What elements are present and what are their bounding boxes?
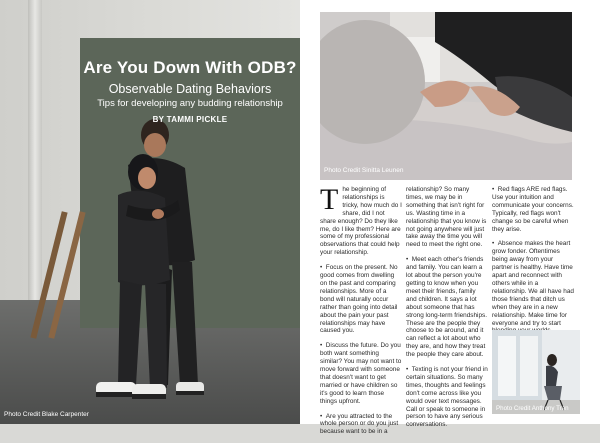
- tip-present-text: Focus on the present. No good comes from dwelling on the past and comparing relationships. More of a bond will naturally occur rather than going into detail about the pain your past relationships may have caused you.: [320, 264, 398, 335]
- article-subtitle: Observable Dating Behaviors: [108, 82, 272, 96]
- tip-future-text: Discuss the future. Do you both want something similar? You may not want to move forward with someone that doesn't want to get married or have children so it's good to learn those things upfront.: [320, 342, 402, 405]
- tip-texting: • Texting is not your friend in certain situations. So many times, thoughts and feelings don't come across like you would over text messages. Call or speak to someone in person to have any serious conversations.: [406, 366, 488, 429]
- intro-paragraph: [320, 183, 402, 257]
- photo-credit-top: Photo Credit Sinitta Leunen: [324, 167, 404, 174]
- woman-by-window-illustration: [492, 330, 580, 414]
- tip-attracted-continued: relationship? So many times, we may be in something that isn't right for us. Wasting time in a relationship that you know is not going anywhere will just take away the time you will need to meet the right one.: [406, 186, 487, 249]
- intro-text: he beginning of relationships is tricky, how much do I share, did I not share enough? Do they like me, do I like them? Here are some of my professional observations that could help your relationship.: [320, 186, 402, 257]
- tip-attracted-text: Are you attracted to the whole person or do you just because want to be in a: [320, 412, 399, 436]
- tip-friends: • Meet each other's friends and family. You can learn a lot about the person you're getting to know when you meet their friends, family and children. It says a lot about someone that has strong long-term friendships. These are the people they choose to be around, and it can reflect a lot about who they are, and how they treat the people they care about.: [406, 256, 487, 359]
- photo-credit-bottom: Photo Credit Anthony Tran: [496, 405, 569, 412]
- tip-friends-text: Meet each other's friends and family. You can learn a lot about the person you're getting to know when you meet their friends, family and children. It says a lot about someone that has strong long-term friendships. These are the people they choose to be around, and it can reflect a lot about who they are, and how they treat the people they care about.: [406, 256, 487, 359]
- tip-texting-text: Texting is not your friend in certain situations. So many times, thoughts and feelings don't come across like you would over text messages. Call or speak to someone in person to have any serious conversations.: [406, 366, 488, 429]
- article-tagline: Tips for developing any budding relationship: [97, 98, 283, 109]
- bed-photo: [320, 12, 572, 180]
- tip-absence-text: Absence makes the heart grow fonder. Oftentimes being away from your partner is healthy. Have time apart and reconnect with others while in a relationship. We all have had those friends that ditch us when they are in a new relationship. Make time for everyone and try to start: [492, 240, 574, 327]
- window-photo: [492, 330, 580, 414]
- article-column-2: [406, 186, 488, 436]
- tip-absence: • Absence makes the heart grow fonder. Oftentimes being away from your partner is healthy. Have time apart and reconnect with others while in a relationship. We all have had those friends that ditch us when they are in a new relationship. Make time for everyone and try to start: [492, 240, 574, 343]
- article-title: Are You Down With ODB?: [83, 58, 297, 77]
- article-page: [300, 0, 600, 436]
- article-column-1: [320, 183, 402, 443]
- title-block: [80, 58, 300, 124]
- tip-attracted: • Are you attracted to the whole person or do you just because want to be in a: [320, 412, 399, 436]
- tip-future: • Discuss the future. Do you both want something similar? You may not want to move forward with someone that doesn't want to get married or have children so it's good to learn those things upfront.: [320, 342, 402, 405]
- drop-cap: T: [320, 183, 339, 216]
- tip-redflags: • Red flags ARE red flags. Use your intuition and communicate your concerns. Typically, red flags won't change so be careful when they arise.: [492, 186, 574, 233]
- tip-present: • Focus on the present. No good comes from dwelling on the past and comparing relationships. More of a bond will naturally occur rather than going into detail about the pain your past relationships may have caused you.: [320, 264, 398, 335]
- article-column-3: [492, 186, 574, 350]
- photo-credit-cover: Photo Credit Blake Carpenter: [4, 411, 89, 418]
- couple-on-bed-illustration: [320, 12, 572, 180]
- cover-photo: [0, 0, 300, 424]
- tip-redflags-text: Red flags ARE red flags. Use your intuition and communicate your concerns. Typically, red flags won't change so be careful when they arise.: [492, 186, 574, 233]
- author-byline: BY TAMMI PICKLE: [152, 115, 228, 124]
